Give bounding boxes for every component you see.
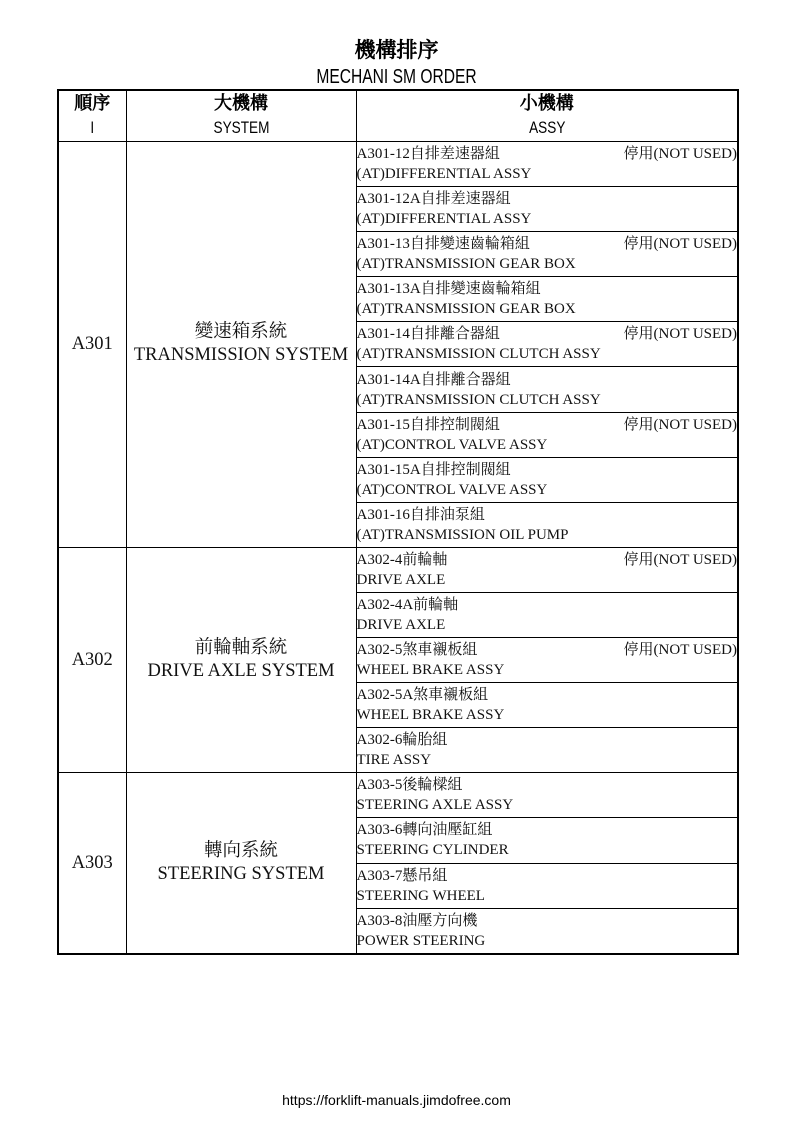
assy-name-zh: A303-5後輪樑組 bbox=[356, 777, 463, 794]
mechanism-order-table bbox=[57, 89, 739, 955]
header-assy-zh: 小機構 bbox=[519, 93, 574, 114]
assy-name-en: (AT)DIFFERENTIAL ASSY bbox=[356, 211, 532, 228]
assy-line-primary bbox=[357, 595, 738, 615]
assy-name-en: (AT)CONTROL VALVE ASSY bbox=[356, 481, 548, 498]
assy-line-primary bbox=[357, 324, 738, 344]
header-system bbox=[126, 90, 356, 142]
group-code-a301: A301 bbox=[58, 142, 126, 548]
assy-line-primary bbox=[357, 685, 738, 705]
assy-name-en: DRIVE AXLE bbox=[356, 571, 446, 588]
header-assy-en: ASSY bbox=[528, 118, 565, 137]
system-cell-steering bbox=[126, 773, 356, 954]
assy-cell bbox=[356, 457, 738, 502]
assy-cell bbox=[356, 818, 738, 863]
assy-name-en: (AT)CONTROL VALVE ASSY bbox=[356, 436, 548, 453]
assy-cell bbox=[356, 728, 738, 773]
assy-name-en: WHEEL BRAKE ASSY bbox=[356, 707, 505, 724]
system-cell-drive-axle bbox=[126, 547, 356, 772]
assy-cell bbox=[356, 232, 738, 277]
assy-cell bbox=[356, 277, 738, 322]
assy-name-zh: A301-12自排差速器組 bbox=[356, 146, 500, 163]
assy-name-zh: A301-13A自排變速齒輪箱組 bbox=[356, 281, 541, 298]
assy-name-en: STEERING WHEEL bbox=[356, 887, 485, 904]
assy-line-primary bbox=[357, 370, 738, 390]
status-not-used: 停用(NOT USED) bbox=[623, 551, 737, 568]
table-row bbox=[58, 773, 738, 818]
assy-name-en: (AT)DIFFERENTIAL ASSY bbox=[356, 166, 532, 183]
system-name-en: STEERING SYSTEM bbox=[157, 864, 325, 884]
assy-name-zh: A302-5煞車襯板組 bbox=[356, 642, 478, 659]
assy-name-en: STEERING CYLINDER bbox=[356, 842, 509, 859]
table-row bbox=[58, 142, 738, 187]
status-not-used: 停用(NOT USED) bbox=[623, 326, 737, 343]
assy-line-primary bbox=[357, 279, 738, 299]
assy-name-zh: A303-6轉向油壓缸組 bbox=[356, 822, 493, 839]
assy-cell bbox=[356, 773, 738, 818]
assy-line-primary bbox=[357, 820, 738, 840]
status-not-used: 停用(NOT USED) bbox=[623, 236, 737, 253]
status-not-used: 停用(NOT USED) bbox=[623, 146, 737, 163]
assy-name-zh: A302-4A前輪軸 bbox=[356, 596, 459, 613]
table-row bbox=[58, 547, 738, 592]
status-not-used: 停用(NOT USED) bbox=[623, 416, 737, 433]
assy-name-en: (AT)TRANSMISSION OIL PUMP bbox=[356, 526, 569, 543]
assy-line-primary bbox=[357, 911, 738, 931]
assy-line-primary bbox=[357, 144, 738, 164]
assy-cell bbox=[356, 592, 738, 637]
assy-line-primary bbox=[357, 415, 738, 435]
assy-name-en: TIRE ASSY bbox=[356, 752, 432, 769]
assy-line-primary bbox=[357, 505, 738, 525]
assy-name-zh: A303-8油壓方向機 bbox=[356, 912, 478, 929]
assy-cell bbox=[356, 187, 738, 232]
assy-name-en: (AT)TRANSMISSION CLUTCH ASSY bbox=[356, 346, 601, 363]
assy-cell bbox=[356, 502, 738, 547]
group-code-a302: A302 bbox=[58, 547, 126, 772]
assy-name-zh: A301-15自排控制閥組 bbox=[356, 416, 500, 433]
assy-name-zh: A302-6輪胎組 bbox=[356, 732, 448, 749]
assy-name-en: (AT)TRANSMISSION GEAR BOX bbox=[356, 301, 576, 318]
assy-line-primary bbox=[357, 866, 738, 886]
assy-line-primary bbox=[357, 730, 738, 750]
assy-cell bbox=[356, 863, 738, 908]
assy-name-en: DRIVE AXLE bbox=[356, 616, 446, 633]
assy-line-primary bbox=[357, 460, 738, 480]
system-name-zh: 變速箱系統 bbox=[194, 322, 288, 343]
assy-line-primary bbox=[357, 775, 738, 795]
header-assy bbox=[356, 90, 738, 142]
status-not-used: 停用(NOT USED) bbox=[623, 642, 737, 659]
assy-name-zh: A302-5A煞車襯板組 bbox=[356, 687, 489, 704]
assy-cell bbox=[356, 412, 738, 457]
assy-cell bbox=[356, 683, 738, 728]
assy-name-zh: A301-15A自排控制閥組 bbox=[356, 461, 511, 478]
group-code-a303: A303 bbox=[58, 773, 126, 954]
assy-name-en: WHEEL BRAKE ASSY bbox=[356, 662, 505, 679]
page-title-zh: 機構排序 bbox=[354, 38, 439, 62]
assy-name-zh: A301-16自排油泵組 bbox=[356, 506, 485, 523]
assy-line-primary bbox=[357, 550, 738, 570]
system-name-en: DRIVE AXLE SYSTEM bbox=[147, 661, 335, 682]
assy-cell bbox=[356, 367, 738, 412]
header-order-en: I bbox=[90, 118, 95, 137]
system-cell-transmission bbox=[126, 142, 356, 548]
assy-cell bbox=[356, 638, 738, 683]
header-order bbox=[58, 90, 126, 142]
assy-name-zh: A301-13自排變速齒輪箱組 bbox=[356, 236, 530, 253]
header-order-zh: 順序 bbox=[74, 93, 111, 114]
header-system-en: SYSTEM bbox=[213, 118, 269, 137]
assy-cell bbox=[356, 547, 738, 592]
page-title-en: MECHANI SM ORDER bbox=[316, 66, 477, 88]
system-name-zh: 轉向系統 bbox=[203, 841, 278, 861]
assy-cell bbox=[356, 142, 738, 187]
header-row bbox=[58, 90, 738, 142]
assy-line-primary bbox=[357, 640, 738, 660]
assy-name-en: (AT)TRANSMISSION GEAR BOX bbox=[356, 256, 576, 273]
assy-line-primary bbox=[357, 189, 738, 209]
system-name-en: TRANSMISSION SYSTEM bbox=[133, 345, 349, 366]
header-system-zh: 大機構 bbox=[214, 93, 268, 114]
assy-cell bbox=[356, 322, 738, 367]
assy-name-en: STEERING AXLE ASSY bbox=[356, 797, 514, 814]
assy-name-zh: A301-14A自排離合器組 bbox=[356, 371, 511, 388]
assy-line-primary bbox=[357, 234, 738, 254]
assy-cell bbox=[356, 908, 738, 954]
assy-name-zh: A301-14自排離合器組 bbox=[356, 326, 500, 343]
system-name-zh: 前輪軸系統 bbox=[194, 638, 288, 659]
assy-name-en: (AT)TRANSMISSION CLUTCH ASSY bbox=[356, 391, 601, 408]
assy-name-zh: A302-4前輪軸 bbox=[356, 551, 448, 568]
assy-name-zh: A303-7懸吊組 bbox=[356, 867, 448, 884]
assy-name-zh: A301-12A自排差速器組 bbox=[356, 191, 511, 208]
footer-url-link[interactable]: https://forklift-manuals.jimdofree.com bbox=[282, 1092, 511, 1108]
assy-name-en: POWER STEERING bbox=[356, 932, 486, 949]
